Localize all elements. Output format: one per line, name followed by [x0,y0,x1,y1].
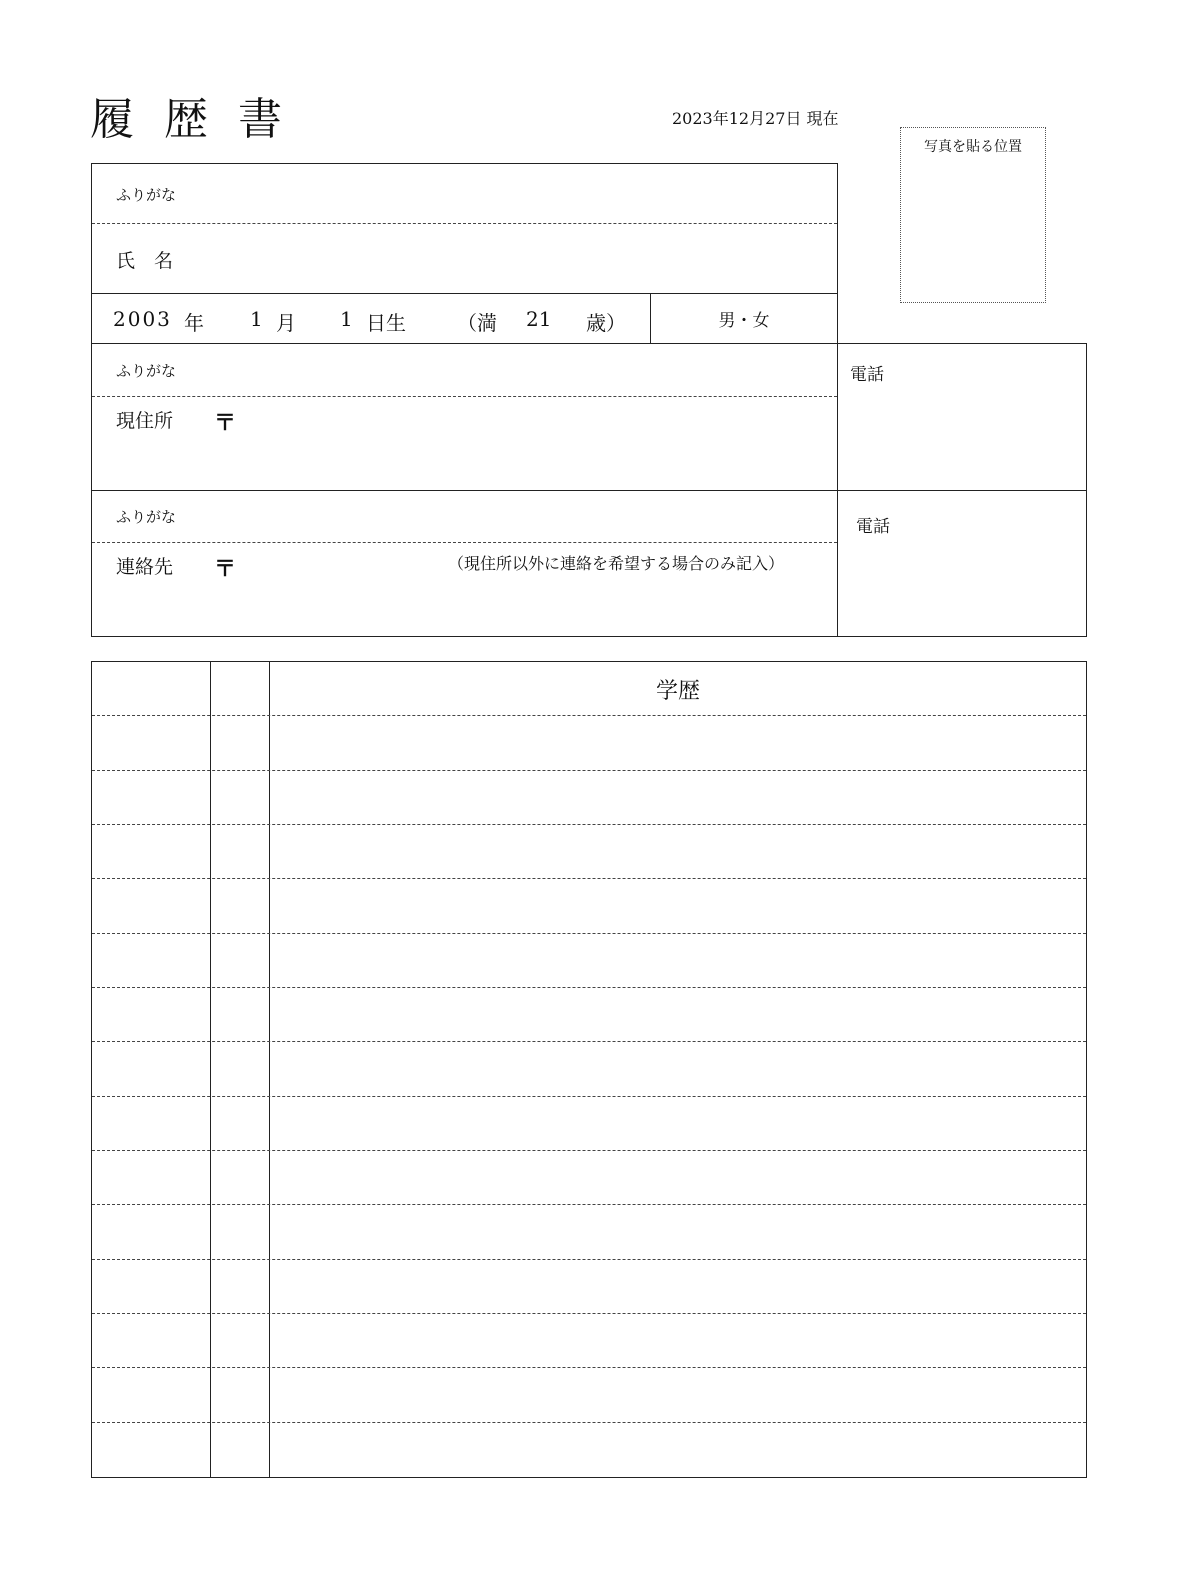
education-entry-cell[interactable] [270,988,1085,1040]
education-month-cell[interactable] [211,716,268,768]
education-month-cell[interactable] [211,825,268,877]
postal-mark-icon: 〒 [214,557,237,582]
address-section [91,343,1087,637]
contact-note: （現住所以外に連絡を希望する場合のみ記入） [448,554,785,573]
education-entry-cell[interactable] [270,1314,1085,1366]
education-month-cell[interactable] [211,1097,268,1149]
contact-furigana-label: ふりがな [116,508,177,526]
birth-month: 1 [250,307,263,331]
education-year-cell[interactable] [92,879,209,931]
age-open: （満 [457,311,497,335]
photo-placeholder[interactable] [900,127,1046,303]
education-entry-cell[interactable] [270,1260,1085,1312]
education-month-cell[interactable] [211,879,268,931]
contact-input[interactable] [252,576,822,632]
contact-furigana-input[interactable] [192,496,822,536]
education-year-cell[interactable] [92,934,209,986]
name-section [91,163,838,344]
birth-month-unit: 月 [276,311,296,335]
age-value: 21 [526,307,552,331]
education-month-cell[interactable] [211,1151,268,1203]
education-entry-cell[interactable] [270,934,1085,986]
photo-label: 写真を貼る位置 [924,139,1022,155]
education-header: 学歴 [655,679,700,704]
divider [92,542,837,543]
education-month-cell[interactable] [211,771,268,823]
education-entry-cell[interactable] [270,771,1085,823]
education-month-cell[interactable] [211,1314,268,1366]
education-entry-cell[interactable] [270,1097,1085,1149]
address-phone-label: 電話 [850,365,884,385]
education-year-cell[interactable] [92,1151,209,1203]
education-month-cell[interactable] [211,1368,268,1420]
education-year-cell[interactable] [92,1260,209,1312]
age-close: 歳） [586,311,626,335]
contact-label: 連絡先 [116,556,174,578]
education-year-cell[interactable] [92,716,209,768]
address-furigana-input[interactable] [192,350,822,390]
gender-selector[interactable]: 男・女 [718,310,770,331]
education-month-cell[interactable] [211,988,268,1040]
education-year-cell[interactable] [92,1042,209,1094]
education-year-cell[interactable] [92,1423,209,1475]
address-label: 現住所 [116,410,174,432]
education-month-cell[interactable] [211,1205,268,1257]
address-furigana-label: ふりがな [116,362,177,380]
divider [92,490,1086,491]
education-month-cell[interactable] [211,934,268,986]
education-entry-cell[interactable] [270,1423,1085,1475]
postal-mark-icon: 〒 [214,411,237,436]
education-year-cell[interactable] [92,988,209,1040]
divider [92,223,837,224]
education-table [91,661,1087,1478]
education-entry-cell[interactable] [270,716,1085,768]
education-entry-cell[interactable] [270,825,1085,877]
education-year-cell[interactable] [92,771,209,823]
education-year-cell[interactable] [92,1368,209,1420]
birth-day: 1 [340,307,353,331]
name-furigana-input[interactable] [192,174,822,218]
divider [92,396,837,397]
birth-year-unit: 年 [184,311,204,335]
education-year-cell[interactable] [92,1097,209,1149]
as-of-date: 2023年12月27日 現在 [672,109,839,128]
education-entry-cell[interactable] [270,1151,1085,1203]
education-month-cell[interactable] [211,1260,268,1312]
contact-phone-label: 電話 [856,517,890,537]
page-title: 履 歴 書 [90,94,290,145]
name-furigana-label: ふりがな [116,186,177,204]
education-year-cell[interactable] [92,1314,209,1366]
birth-day-unit: 日生 [366,311,406,335]
education-year-cell[interactable] [92,825,209,877]
education-year-cell[interactable] [92,1205,209,1257]
education-entry-cell[interactable] [270,879,1085,931]
education-entry-cell[interactable] [270,1205,1085,1257]
education-entry-cell[interactable] [270,1368,1085,1420]
address-input[interactable] [252,402,822,482]
name-label: 氏 名 [116,250,174,272]
contact-phone-input[interactable] [847,540,1077,630]
education-month-cell[interactable] [211,1042,268,1094]
education-entry-cell[interactable] [270,1042,1085,1094]
education-month-cell[interactable] [211,1423,268,1475]
birth-year: 2003 [113,307,172,331]
address-phone-input[interactable] [847,388,1077,484]
birthdate-row[interactable] [92,307,650,335]
name-input[interactable] [192,234,822,286]
